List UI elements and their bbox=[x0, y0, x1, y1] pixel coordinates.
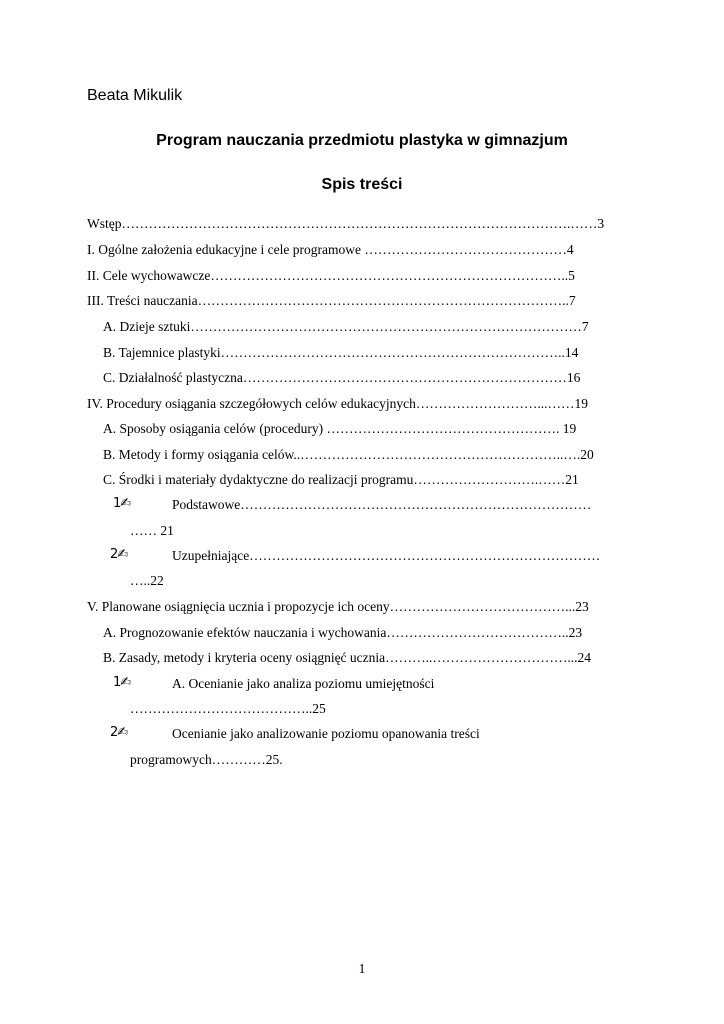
toc-entry-wstep: Wstęp……………………………………………………………………………………….……3 bbox=[87, 216, 605, 231]
toc-entry-5b: B. Zasady, metody i kryteria oceny osiągnięć ucznia………..…………………………...24 bbox=[103, 650, 592, 665]
toc-entry-4a: A. Sposoby osiągania celów (procedury) ……………………………………………. 19 bbox=[103, 421, 577, 436]
toc-entry-4c2-page: …..22 bbox=[130, 573, 164, 588]
toc-entry-3: III. Treści nauczania………………………………………………………………………..7 bbox=[87, 293, 576, 308]
document-title: Program nauczania przedmiotu plastyka w gimnazjum bbox=[156, 132, 568, 149]
toc-entry-3a: A. Dzieje sztuki……………………………………………………………………………7 bbox=[103, 319, 589, 334]
toc-entry-4c2: Uzupełniające…………………………………………………………………… bbox=[172, 548, 601, 563]
toc-heading: Spis treści bbox=[321, 176, 403, 193]
toc-entry-5a: A. Prognozowanie efektów nauczania i wychowania…………………………………..23 bbox=[103, 625, 583, 640]
2-hand-icon: 2✍ bbox=[110, 547, 128, 562]
toc-entry-4c1: Podstawowe…………………………………………………………………… bbox=[172, 497, 592, 512]
toc-entry-3c: C. Działalność plastyczna………………………………………………………………16 bbox=[103, 370, 581, 385]
toc-entry-5: V. Planowane osiągnięcia ucznia i propozycje ich oceny…………………………………...23 bbox=[87, 599, 589, 614]
toc-entry-5b2: Ocenianie jako analizowanie poziomu opanowania treści bbox=[172, 726, 480, 741]
toc-entry-4: IV. Procedury osiągania szczegółowych celów edukacyjnych………………………...……19 bbox=[87, 396, 589, 411]
2-hand-icon: 2✍ bbox=[110, 725, 128, 740]
toc-entry-1: I. Ogólne założenia edukacyjne i cele programowe ………………………………………4 bbox=[87, 242, 574, 257]
toc-entry-4c: C. Środki i materiały dydaktyczne do realizacji programu……………………….……21 bbox=[103, 472, 579, 487]
1-hand-icon: 1✍ bbox=[113, 496, 131, 511]
1-hand-icon: 1✍ bbox=[113, 675, 131, 690]
toc-entry-2: II. Cele wychowawcze……………………………………………………………………..5 bbox=[87, 268, 575, 283]
toc-entry-5b1: A. Ocenianie jako analiza poziomu umiejętności bbox=[172, 676, 435, 691]
toc-entry-5b2-page: programowych…………25. bbox=[130, 752, 283, 767]
page-number: 1 bbox=[358, 962, 366, 977]
toc-entry-5b1-page: …………………………………..25 bbox=[130, 701, 326, 716]
toc-entry-3b: B. Tajemnice plastyki…………………………………………………………………..14 bbox=[103, 345, 579, 360]
author-name: Beata Mikulik bbox=[87, 87, 183, 104]
toc-entry-4c1-page: …… 21 bbox=[130, 523, 174, 538]
toc-entry-4b: B. Metody i formy osiągania celów..…………………………………………………..….20 bbox=[103, 447, 594, 462]
